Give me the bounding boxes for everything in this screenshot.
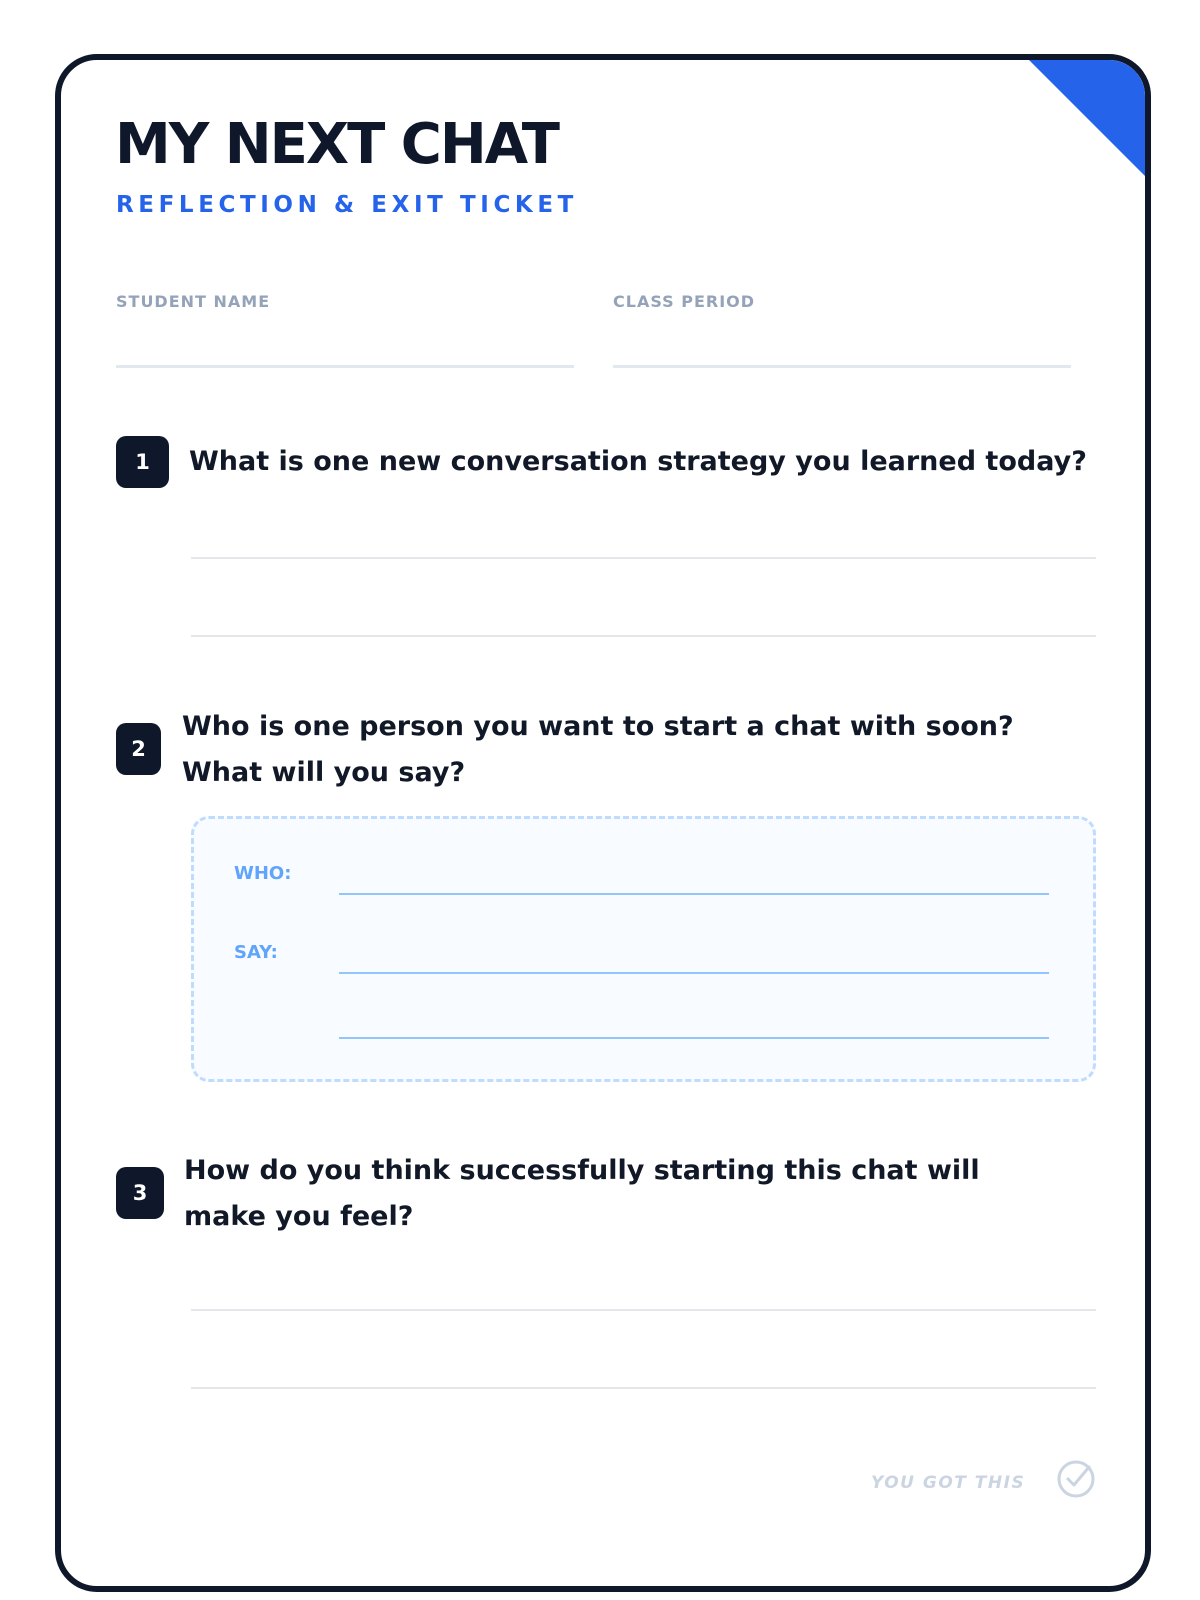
class-period-label: CLASS PERIOD bbox=[613, 292, 756, 311]
answer-line[interactable] bbox=[191, 1309, 1096, 1311]
say-answer-line[interactable] bbox=[339, 1037, 1049, 1039]
question-3-text: How do you think successfully starting this chat will make you feel? bbox=[184, 1155, 980, 1232]
question-1-text: What is one new conversation strategy you learned today? bbox=[189, 446, 1087, 477]
who-label: WHO: bbox=[234, 863, 292, 884]
who-say-box bbox=[191, 816, 1096, 1082]
page-title: MY NEXT CHAT bbox=[115, 112, 558, 177]
say-label: SAY: bbox=[234, 942, 278, 963]
student-name-label: STUDENT NAME bbox=[116, 292, 271, 311]
corner-accent bbox=[1029, 60, 1145, 176]
answer-line[interactable] bbox=[191, 635, 1096, 637]
question-number-badge: 2 bbox=[116, 723, 161, 775]
say-answer-line[interactable] bbox=[339, 972, 1049, 974]
class-period-field[interactable] bbox=[613, 365, 1071, 368]
who-answer-line[interactable] bbox=[339, 893, 1049, 895]
answer-line[interactable] bbox=[191, 1387, 1096, 1389]
student-name-field[interactable] bbox=[116, 365, 574, 368]
page-subtitle: REFLECTION & EXIT TICKET bbox=[116, 192, 578, 218]
check-circle-icon bbox=[1055, 1458, 1097, 1500]
answer-line[interactable] bbox=[191, 557, 1096, 559]
exit-ticket-card bbox=[55, 54, 1151, 1592]
footer-motto: YOU GOT THIS bbox=[871, 1473, 1026, 1493]
question-number-badge: 3 bbox=[116, 1167, 164, 1219]
question-2-text: Who is one person you want to start a chat with soon? What will you say? bbox=[182, 711, 1014, 788]
question-number-badge: 1 bbox=[116, 436, 169, 488]
